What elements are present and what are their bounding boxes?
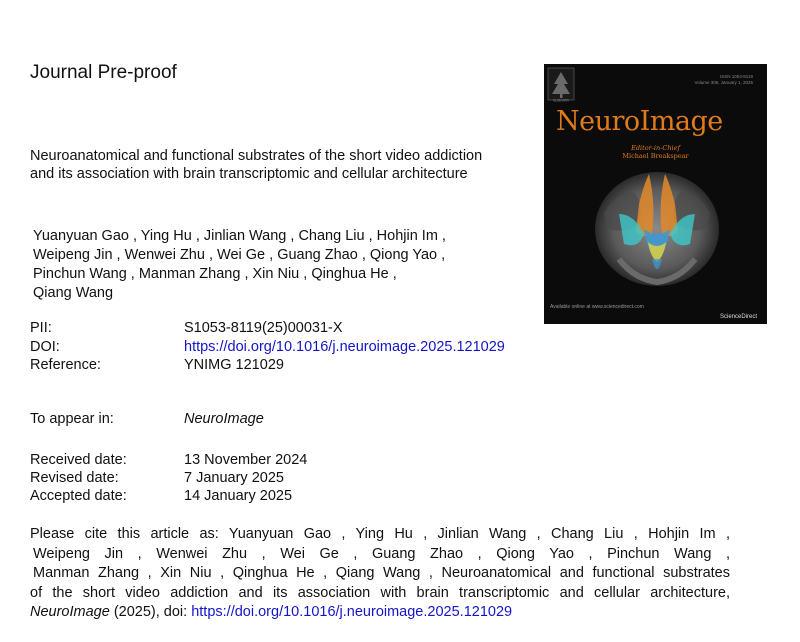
citation-year: (2025), doi:: [109, 604, 192, 620]
publisher-logo-text: ELSEVIER: [553, 98, 569, 103]
citation-journal: NeuroImage: [30, 604, 110, 620]
received-value: 13 November 2024: [184, 452, 308, 468]
received-label: Received date:: [30, 452, 127, 468]
citation-block: [30, 525, 730, 623]
appear-label: To appear in:: [30, 411, 114, 427]
brain-scan-image: [544, 64, 767, 324]
cover-editor-role: Editor-in-Chief: [631, 144, 680, 152]
article-title: Neuroanatomical and functional substrates of the short video addiction and its association with brain transcriptomic and cellular architecture: [30, 148, 483, 182]
author-list: [33, 227, 513, 303]
citation-line: of the short video addiction and its association with brain transcriptomic and cellular architecture,: [30, 584, 730, 601]
citation-line: Please cite this article as: Yuanyuan Gao , Ying Hu , Jinlian Wang , Chang Liu , Hohjin Im ,: [30, 526, 730, 542]
cover-journal-title: NeuroImage: [556, 106, 723, 137]
cover-sciencedirect: ScienceDirect: [719, 314, 757, 320]
doi-label: DOI:: [30, 339, 60, 355]
accepted-value: 14 January 2025: [184, 488, 293, 504]
accepted-label: Accepted date:: [30, 488, 127, 504]
reference-label: Reference:: [30, 357, 101, 373]
reference-value: YNIMG 121029: [184, 357, 284, 373]
citation-line: [30, 603, 730, 623]
cover-journal-info: ISSN 1053-8119 Volume 306, January 1, 2025: [694, 74, 753, 85]
author-line: Pinchun Wang , Manman Zhang , Xin Niu , Qinghua He ,: [33, 266, 397, 282]
author-line: Yuanyuan Gao , Ying Hu , Jinlian Wang , Chang Liu , Hohjin Im ,: [33, 228, 446, 244]
revised-label: Revised date:: [30, 470, 119, 486]
citation-line: Manman Zhang , Xin Niu , Qinghua He , Qiang Wang , Neuroanatomical and functional substrates: [33, 565, 730, 581]
journal-pre-proof-header: Journal Pre-proof: [30, 62, 177, 83]
journal-cover-image: [544, 64, 767, 324]
citation-doi-link[interactable]: https://doi.org/10.1016/j.neuroimage.2025.121029: [191, 604, 513, 620]
revised-value: 7 January 2025: [184, 470, 284, 486]
pii-value: S1053-8119(25)00031-X: [184, 320, 343, 336]
author-line: Weipeng Jin , Wenwei Zhu , Wei Ge , Guang Zhao , Qiong Yao ,: [33, 247, 446, 263]
author-line: Qiang Wang: [33, 285, 114, 301]
citation-line: Weipeng Jin , Wenwei Zhu , Wei Ge , Guang Zhao , Qiong Yao , Pinchun Wang ,: [33, 545, 730, 562]
pii-label: PII:: [30, 320, 52, 336]
cover-online-note: Available online at www.sciencedirect.com: [550, 304, 644, 310]
appear-value: NeuroImage: [184, 411, 264, 427]
doi-link[interactable]: https://doi.org/10.1016/j.neuroimage.2025.121029: [184, 339, 505, 355]
cover-editor-name: Michael Breakspear: [622, 152, 689, 160]
